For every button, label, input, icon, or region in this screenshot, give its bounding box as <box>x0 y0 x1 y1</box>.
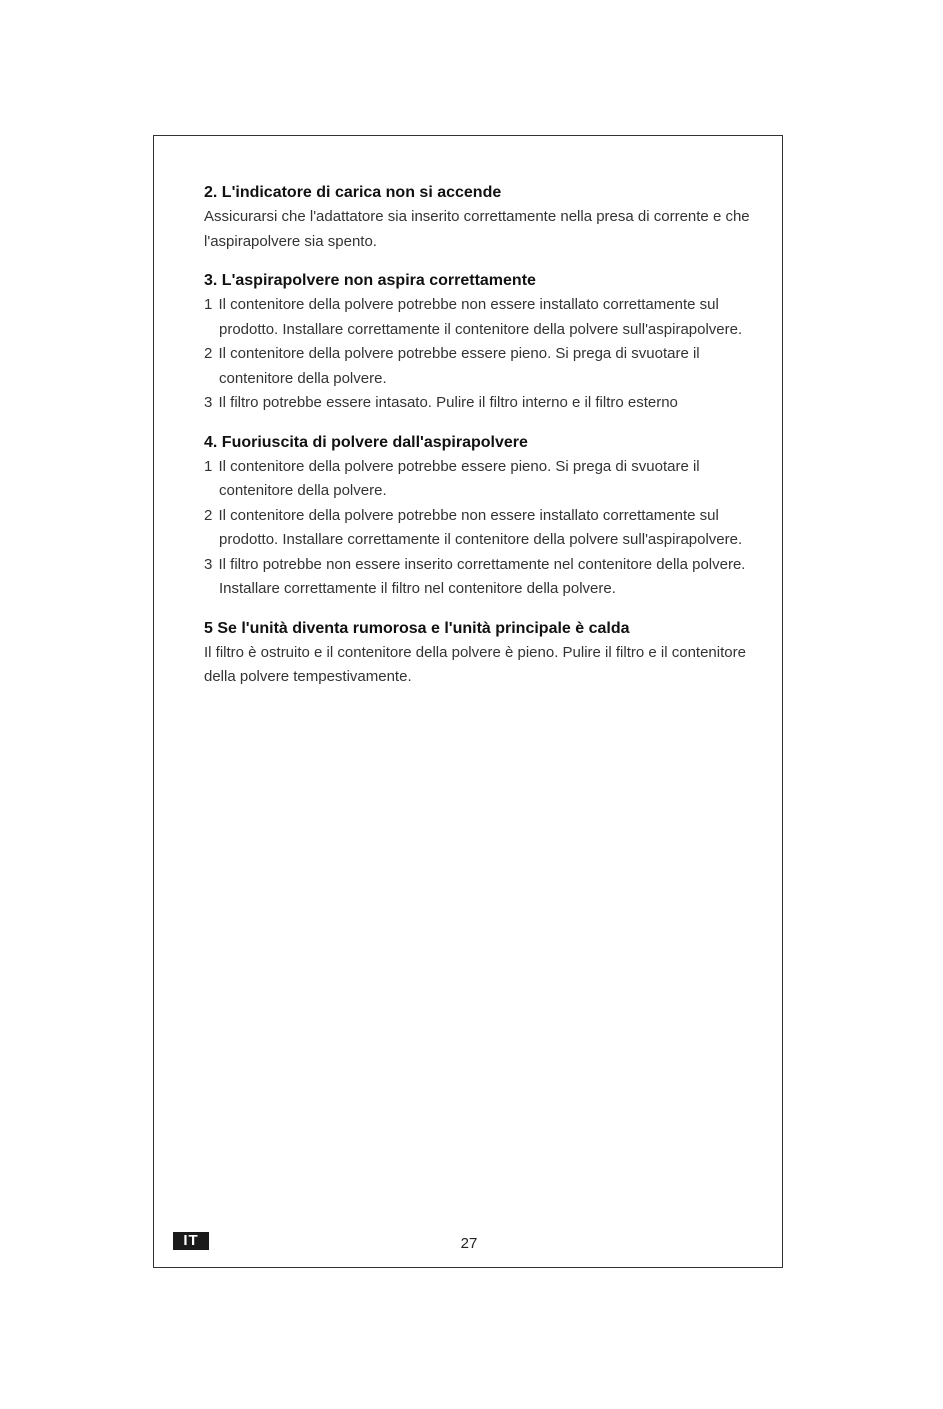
section-suction-problem <box>204 269 764 416</box>
section-title: 5 Se l'unità diventa rumorosa e l'unità principale è calda <box>204 619 630 637</box>
list-item <box>204 455 764 504</box>
item-number: 2 <box>204 506 213 524</box>
item-number: 3 <box>204 394 213 411</box>
page-frame <box>153 135 783 1268</box>
item-text: Il contenitore della polvere potrebbe non essere installato correttamente sul prodotto. Installare correttamente il contenitore della polvere sull'aspirapolvere. <box>218 296 743 338</box>
section-paragraph: Assicurarsi che l'adattatore sia inserito correttamente nella presa di corrente e che l'aspirapolvere sia spento. <box>204 208 750 250</box>
section-paragraph: Il filtro è ostruito e il contenitore della polvere è pieno. Pulire il filtro e il contenitore della polvere tempestivamente. <box>204 643 746 685</box>
item-number: 1 <box>204 457 213 475</box>
item-text: Il contenitore della polvere potrebbe essere pieno. Si prega di svuotare il contenitore della polvere. <box>218 457 700 499</box>
list-item <box>204 391 764 416</box>
page-number: 27 <box>460 1235 478 1252</box>
item-text: Il contenitore della polvere potrebbe non essere installato correttamente sul prodotto. Installare correttamente il contenitore della polvere sull'aspirapolvere. <box>218 506 743 548</box>
item-number: 2 <box>204 345 213 362</box>
section-noisy-hot-unit <box>204 617 764 690</box>
section-charge-indicator <box>204 181 764 254</box>
page-content <box>204 181 764 705</box>
section-dust-leak <box>204 431 764 602</box>
list-item <box>204 342 764 391</box>
section-title: 2. L'indicatore di carica non si accende <box>204 184 502 201</box>
list-item <box>204 293 764 342</box>
item-number: 3 <box>204 555 213 573</box>
item-text: Il filtro potrebbe essere intasato. Pulire il filtro interno e il filtro esterno <box>218 394 678 411</box>
item-number: 1 <box>204 296 213 313</box>
section-title: 4. Fuoriuscita di polvere dall'aspirapolvere <box>204 433 528 451</box>
item-text: Il contenitore della polvere potrebbe essere pieno. Si prega di svuotare il contenitore della polvere. <box>218 345 700 387</box>
section-title: 3. L'aspirapolvere non aspira correttamente <box>204 272 536 289</box>
language-badge: IT <box>173 1232 209 1250</box>
list-item <box>204 504 764 553</box>
item-text: Il filtro potrebbe non essere inserito correttamente nel contenitore della polvere. Installare correttamente il filtro nel contenitore della polvere. <box>218 555 746 597</box>
list-item <box>204 553 764 602</box>
